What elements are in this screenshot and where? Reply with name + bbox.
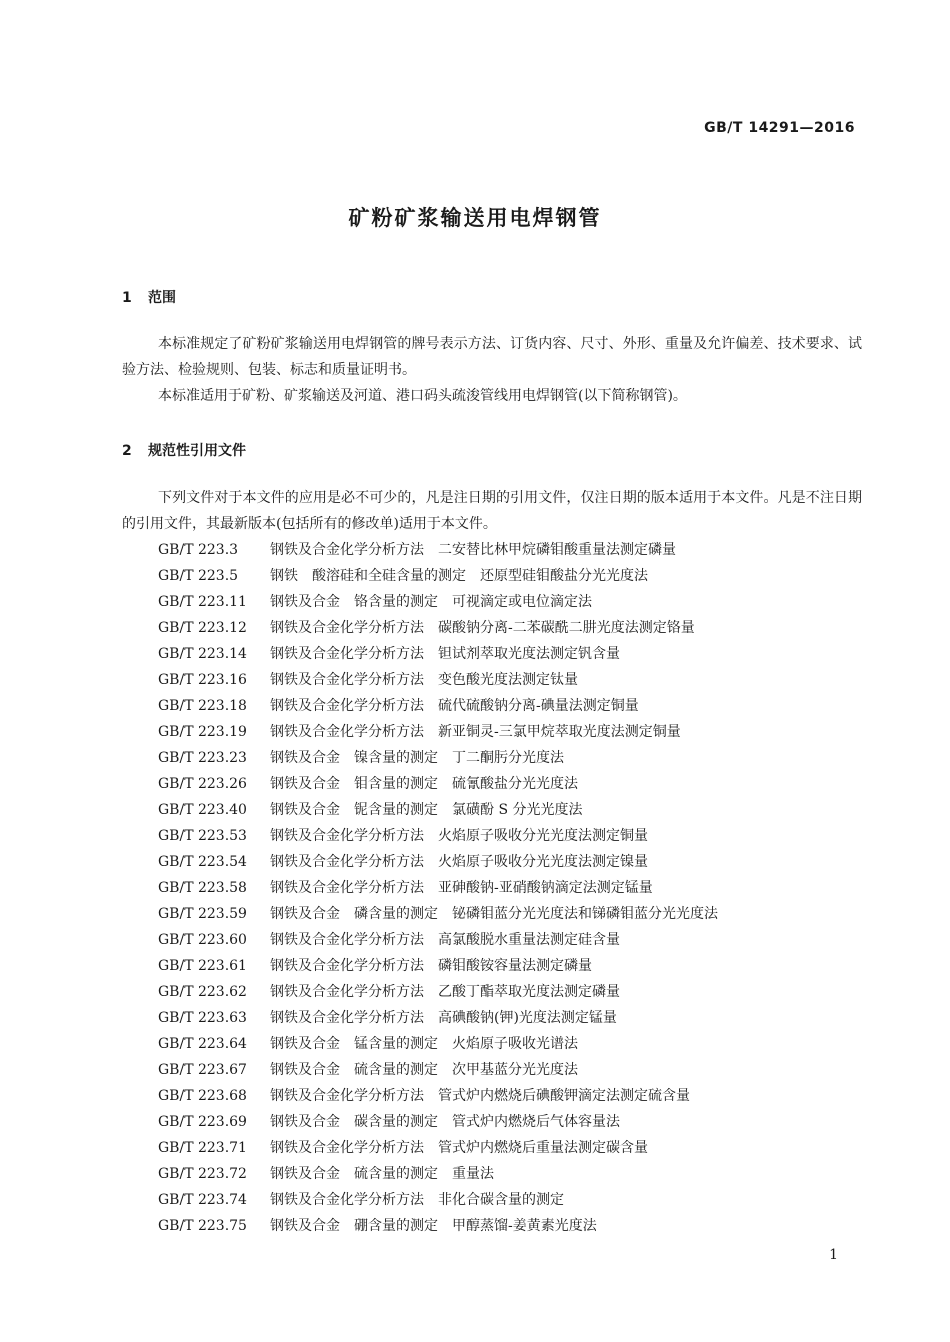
scope-paragraph: 本标准适用于矿粉、矿浆输送及河道、港口码头疏浚管线用电焊钢管(以下简称钢管)。	[158, 388, 687, 404]
reference-code: GB/T 223.5	[158, 568, 239, 584]
reference-item	[158, 849, 718, 875]
reference-item	[158, 641, 718, 667]
reference-title: 钢铁及合金 锰含量的测定 火焰原子吸收光谱法	[270, 1036, 578, 1052]
standard-code: GB/T 14291—2016	[704, 120, 855, 136]
reference-title: 钢铁及合金 铬含量的测定 可视滴定或电位滴定法	[270, 594, 592, 610]
page-number: 1	[829, 1247, 838, 1263]
reference-title: 钢铁及合金化学分析方法 磷钼酸铵容量法测定磷量	[270, 958, 592, 974]
reference-title: 钢铁及合金化学分析方法 高氯酸脱水重量法测定硅含量	[270, 932, 620, 948]
section-title: 规范性引用文件	[148, 443, 246, 459]
reference-title: 钢铁及合金化学分析方法 火焰原子吸收分光光度法测定镍量	[270, 854, 648, 870]
reference-item	[158, 719, 718, 745]
reference-title: 钢铁及合金 硼含量的测定 甲醇蒸馏-姜黄素光度法	[270, 1218, 597, 1234]
reference-title: 钢铁及合金 铌含量的测定 氯磺酚 S 分光光度法	[270, 802, 583, 818]
reference-code: GB/T 223.23	[158, 750, 247, 766]
section-number: 1	[122, 290, 132, 306]
reference-title: 钢铁及合金化学分析方法 亚砷酸钠-亚硝酸钠滴定法测定锰量	[270, 880, 653, 896]
reference-title: 钢铁及合金 磷含量的测定 铋磷钼蓝分光光度法和锑磷钼蓝分光光度法	[270, 906, 718, 922]
reference-item	[158, 901, 718, 927]
reference-title: 钢铁及合金化学分析方法 二安替比林甲烷磷钼酸重量法测定磷量	[270, 542, 676, 558]
reference-code: GB/T 223.69	[158, 1114, 247, 1130]
reference-code: GB/T 223.16	[158, 672, 247, 688]
reference-code: GB/T 223.11	[158, 594, 247, 610]
reference-title: 钢铁及合金 镍含量的测定 丁二酮肟分光度法	[270, 750, 564, 766]
reference-item	[158, 1161, 718, 1187]
reference-title: 钢铁及合金化学分析方法 非化合碳含量的测定	[270, 1192, 564, 1208]
reference-title: 钢铁及合金化学分析方法 硫代硫酸钠分离-碘量法测定铜量	[270, 698, 639, 714]
references-intro-paragraph: 下列文件对于本文件的应用是必不可少的，凡是注日期的引用文件，仅注日期的版本适用于本文件。凡是不注日期的引用文件，其最新版本(包括所有的修改单)适用于本文件。	[122, 490, 862, 532]
reference-item	[158, 1005, 718, 1031]
reference-code: GB/T 223.40	[158, 802, 247, 818]
reference-item	[158, 693, 718, 719]
reference-item	[158, 537, 718, 563]
reference-item	[158, 1031, 718, 1057]
reference-code: GB/T 223.74	[158, 1192, 247, 1208]
reference-item	[158, 875, 718, 901]
reference-code: GB/T 223.72	[158, 1166, 247, 1182]
reference-item	[158, 563, 718, 589]
reference-code: GB/T 223.61	[158, 958, 247, 974]
reference-title: 钢铁及合金化学分析方法 管式炉内燃烧后碘酸钾滴定法测定硫含量	[270, 1088, 690, 1104]
reference-item	[158, 1109, 718, 1135]
reference-item	[158, 589, 718, 615]
section-title: 范围	[148, 290, 176, 306]
reference-item	[158, 1083, 718, 1109]
reference-code: GB/T 223.14	[158, 646, 247, 662]
reference-item	[158, 1135, 718, 1161]
reference-code: GB/T 223.62	[158, 984, 247, 1000]
reference-item	[158, 797, 718, 823]
reference-code: GB/T 223.60	[158, 932, 247, 948]
reference-code: GB/T 223.12	[158, 620, 247, 636]
reference-code: GB/T 223.75	[158, 1218, 247, 1234]
reference-code: GB/T 223.67	[158, 1062, 247, 1078]
reference-title: 钢铁及合金化学分析方法 碳酸钠分离-二苯碳酰二肼光度法测定铬量	[270, 620, 695, 636]
section-heading-normative-references	[122, 440, 246, 460]
reference-item	[158, 615, 718, 641]
reference-title: 钢铁及合金化学分析方法 管式炉内燃烧后重量法测定碳含量	[270, 1140, 648, 1156]
reference-item	[158, 1213, 718, 1239]
reference-code: GB/T 223.54	[158, 854, 247, 870]
scope-paragraph: 本标准规定了矿粉矿浆输送用电焊钢管的牌号表示方法、订货内容、尺寸、外形、重量及允许偏差、技术要求、试验方法、检验规则、包装、标志和质量证明书。	[122, 336, 862, 378]
reference-title: 钢铁及合金 硫含量的测定 重量法	[270, 1166, 494, 1182]
reference-code: GB/T 223.68	[158, 1088, 247, 1104]
reference-list	[158, 537, 718, 1239]
reference-code: GB/T 223.53	[158, 828, 247, 844]
reference-item	[158, 979, 718, 1005]
document-title: 矿粉矿浆输送用电焊钢管	[348, 206, 602, 230]
reference-code: GB/T 223.71	[158, 1140, 247, 1156]
reference-title: 钢铁及合金化学分析方法 变色酸光度法测定钛量	[270, 672, 578, 688]
reference-code: GB/T 223.63	[158, 1010, 247, 1026]
reference-code: GB/T 223.18	[158, 698, 247, 714]
reference-item	[158, 1187, 718, 1213]
reference-code: GB/T 223.3	[158, 542, 239, 558]
reference-code: GB/T 223.26	[158, 776, 247, 792]
reference-item	[158, 745, 718, 771]
reference-title: 钢铁及合金化学分析方法 火焰原子吸收分光光度法测定铜量	[270, 828, 648, 844]
reference-code: GB/T 223.64	[158, 1036, 247, 1052]
reference-item	[158, 667, 718, 693]
reference-title: 钢铁及合金化学分析方法 乙酸丁酯萃取光度法测定磷量	[270, 984, 620, 1000]
reference-item	[158, 927, 718, 953]
reference-item	[158, 823, 718, 849]
reference-item	[158, 953, 718, 979]
section-heading-scope	[122, 287, 176, 307]
reference-title: 钢铁及合金化学分析方法 新亚铜灵-三氯甲烷萃取光度法测定铜量	[270, 724, 681, 740]
reference-title: 钢铁及合金 硫含量的测定 次甲基蓝分光光度法	[270, 1062, 578, 1078]
reference-code: GB/T 223.58	[158, 880, 247, 896]
reference-item	[158, 1057, 718, 1083]
reference-code: GB/T 223.19	[158, 724, 247, 740]
reference-item	[158, 771, 718, 797]
section-number: 2	[122, 443, 132, 459]
reference-title: 钢铁及合金 碳含量的测定 管式炉内燃烧后气体容量法	[270, 1114, 620, 1130]
reference-title: 钢铁 酸溶硅和全硅含量的测定 还原型硅钼酸盐分光光度法	[270, 568, 648, 584]
reference-code: GB/T 223.59	[158, 906, 247, 922]
reference-title: 钢铁及合金化学分析方法 钽试剂萃取光度法测定钒含量	[270, 646, 620, 662]
reference-title: 钢铁及合金化学分析方法 高碘酸钠(钾)光度法测定锰量	[270, 1010, 617, 1026]
reference-title: 钢铁及合金 钼含量的测定 硫氰酸盐分光光度法	[270, 776, 578, 792]
